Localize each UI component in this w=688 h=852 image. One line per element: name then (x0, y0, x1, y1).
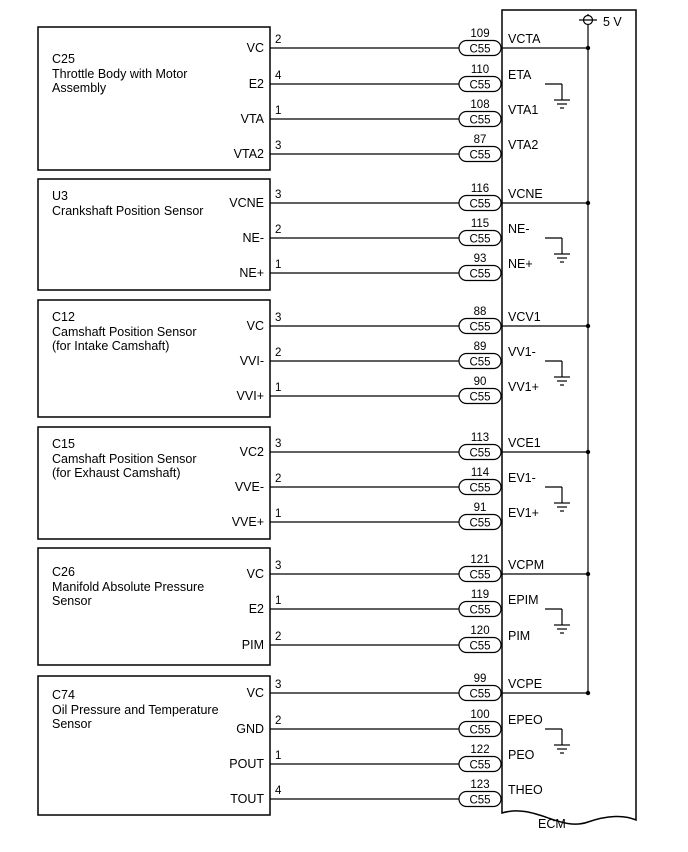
terminal-name: VVI+ (236, 389, 264, 403)
terminal-name: E2 (248, 602, 264, 616)
connector-label: C55 (469, 321, 491, 334)
circuit-pim (242, 625, 530, 653)
component-id: C74 (52, 688, 75, 702)
junction-dot (586, 324, 590, 328)
circuit-vta2 (234, 134, 539, 162)
ecm-terminal-name: THEO (508, 783, 543, 797)
ecm-terminal-name: ETA (508, 68, 532, 82)
sensor-pin-number: 1 (275, 105, 282, 117)
ecm-pin-number: 121 (470, 554, 490, 566)
ecm-pin-number: 122 (470, 744, 490, 756)
ecm-terminal-name: VCE1 (508, 436, 541, 450)
connector-label: C55 (469, 640, 491, 653)
circuit-nen (242, 218, 529, 246)
terminal-name: VC (246, 567, 264, 581)
ecm-pin-number: 115 (470, 218, 490, 230)
connector-label: C55 (469, 794, 491, 807)
ecm-terminal-name: EV1- (508, 471, 536, 485)
connector-label: C55 (469, 114, 491, 127)
connector-label: C55 (469, 517, 491, 530)
ecm-pin-number: 91 (473, 502, 487, 514)
connector-label: C55 (469, 447, 491, 460)
sensor-pin-number: 1 (275, 382, 282, 394)
sensor-pin-number: 4 (275, 70, 282, 82)
sensor-pin-number: 2 (275, 347, 282, 359)
sensor-pin-number: 1 (275, 259, 282, 271)
connector-label: C55 (469, 391, 491, 404)
connector-label: C55 (469, 233, 491, 246)
terminal-name: VVI- (239, 354, 264, 368)
circuit-eta (249, 64, 532, 92)
terminal-name: GND (236, 722, 264, 736)
ecm-pin-number: 116 (470, 183, 490, 195)
ecm-terminal-name: EPIM (508, 593, 539, 607)
component-id: U3 (52, 189, 68, 203)
circuit-peo (229, 744, 534, 772)
sensor-pin-number: 1 (275, 595, 282, 607)
junction-dot (586, 46, 590, 50)
terminal-name: NE+ (239, 266, 264, 280)
component-name: Manifold Absolute Pressure (52, 580, 205, 594)
ecm-outline (502, 10, 636, 824)
circuit-ev1n (235, 467, 536, 495)
terminal-name: E2 (248, 77, 264, 91)
terminal-name: VVE- (234, 480, 264, 494)
component-name: Sensor (52, 717, 92, 731)
connector-label: C55 (469, 724, 491, 737)
circuit-vv1p (237, 376, 539, 404)
connector-label: C55 (469, 759, 491, 772)
ecm-pin-number: 88 (473, 306, 487, 318)
sensor-pin-number: 4 (275, 785, 282, 797)
component-id: C25 (52, 52, 75, 66)
ecm-pin-number: 120 (470, 625, 490, 637)
terminal-name: POUT (229, 757, 264, 771)
ecm-pin-number: 109 (470, 28, 490, 40)
ecm-terminal-name: PIM (508, 629, 531, 643)
ecm-terminal-name: NE- (508, 222, 530, 236)
ecm-pin-number: 93 (473, 253, 487, 265)
component-name: Camshaft Position Sensor (52, 325, 197, 339)
connector-label: C55 (469, 149, 491, 162)
terminal-name: VC (246, 319, 264, 333)
supply-voltage-label: 5 V (603, 15, 622, 29)
ecm-terminal-name: VCPM (508, 558, 545, 572)
ecm-pin-number: 99 (473, 673, 487, 685)
terminal-name: VCNE (229, 196, 264, 210)
component-id: C15 (52, 437, 75, 451)
sensor-pin-number: 2 (275, 473, 282, 485)
connector-label: C55 (469, 268, 491, 281)
terminal-name: VTA (240, 112, 264, 126)
component-name: (for Exhaust Camshaft) (52, 466, 181, 480)
terminal-name: TOUT (230, 792, 264, 806)
terminal-name: NE- (242, 231, 264, 245)
ecm-terminal-name: VV1+ (508, 380, 539, 394)
ecm-terminal-name: VTA1 (508, 103, 539, 117)
sensor-pin-number: 3 (275, 679, 282, 691)
terminal-name: VC2 (239, 445, 264, 459)
sensor-pin-number: 2 (275, 34, 282, 46)
connector-label: C55 (469, 569, 491, 582)
connector-label: C55 (469, 79, 491, 92)
ecm-pin-number: 89 (473, 341, 487, 353)
ecm-terminal-name: PEO (508, 748, 535, 762)
sensor-pin-number: 1 (275, 508, 282, 520)
ecm-terminal-name: VCV1 (508, 310, 541, 324)
ecm-terminal-name: VCPE (508, 677, 543, 691)
ecm-terminal-name: EV1+ (508, 506, 539, 520)
ecm-pin-number: 100 (470, 709, 490, 721)
component-name: Camshaft Position Sensor (52, 452, 197, 466)
ecm-pin-number: 119 (470, 589, 490, 601)
junction-dot (586, 450, 590, 454)
connector-label: C55 (469, 482, 491, 495)
ecm-pin-number: 108 (470, 99, 490, 111)
ecm-label: ECM (538, 817, 566, 831)
component-id: C12 (52, 310, 75, 324)
circuit-epeo (236, 709, 543, 737)
sensor-pin-number: 2 (275, 224, 282, 236)
circuit-ev1p (232, 502, 539, 530)
sensor-pin-number: 1 (275, 750, 282, 762)
ecm-pin-number: 90 (473, 376, 487, 388)
ecm-pin-number: 113 (470, 432, 490, 444)
connector-label: C55 (469, 356, 491, 369)
component-name: (for Intake Camshaft) (52, 339, 170, 353)
component-name: Crankshaft Position Sensor (52, 204, 204, 218)
junction-dot (586, 201, 590, 205)
component-name: Sensor (52, 594, 92, 608)
sensor-pin-number: 3 (275, 438, 282, 450)
component-name: Throttle Body with Motor (52, 67, 188, 81)
sensor-pin-number: 2 (275, 631, 282, 643)
ecm-terminal-name: VTA2 (508, 138, 539, 152)
ecm-terminal-name: VV1- (508, 345, 536, 359)
component-name: Oil Pressure and Temperature (52, 703, 219, 717)
connector-label: C55 (469, 43, 491, 56)
ecm-terminal-name: VCTA (508, 32, 541, 46)
sensor-pin-number: 3 (275, 140, 282, 152)
component-name: Assembly (52, 81, 107, 95)
ecm-pin-number: 114 (470, 467, 490, 479)
ecm-pin-number: 87 (473, 134, 487, 146)
component-id: C26 (52, 565, 75, 579)
sensor-pin-number: 2 (275, 715, 282, 727)
circuit-nep (239, 253, 532, 281)
junction-dot (586, 691, 590, 695)
terminal-name: VC (246, 41, 264, 55)
ecm-terminal-name: NE+ (508, 257, 533, 271)
terminal-name: VTA2 (233, 147, 264, 161)
circuit-vv1n (240, 341, 536, 369)
circuit-theo (230, 779, 543, 807)
connector-label: C55 (469, 198, 491, 211)
ecm-pin-number: 110 (470, 64, 490, 76)
connector-label: C55 (469, 604, 491, 617)
sensor-pin-number: 3 (275, 189, 282, 201)
circuit-vta1 (241, 99, 539, 127)
junction-dot (586, 572, 590, 576)
ecm-terminal-name: VCNE (508, 187, 543, 201)
sensor-pin-number: 3 (275, 312, 282, 324)
circuit-epim (249, 589, 539, 617)
ecm-pin-number: 123 (470, 779, 490, 791)
terminal-name: VVE+ (231, 515, 264, 529)
connector-label: C55 (469, 688, 491, 701)
terminal-name: PIM (241, 638, 264, 652)
terminal-name: VC (246, 686, 264, 700)
sensor-pin-number: 3 (275, 560, 282, 572)
ecm-terminal-name: EPEO (508, 713, 543, 727)
